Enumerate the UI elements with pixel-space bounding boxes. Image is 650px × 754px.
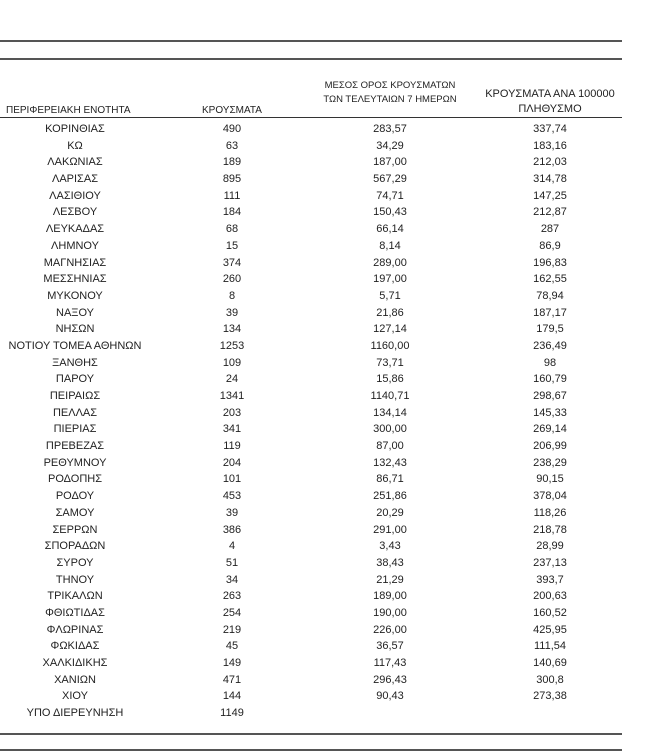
region-cell: ΡΟΔΟΠΗΣ (47, 473, 103, 486)
table-row (0, 488, 626, 505)
per-100k-cell: 314,78 (533, 173, 567, 186)
avg-7day-cell: 3,43 (379, 540, 401, 553)
cases-cell: 109 (222, 356, 242, 369)
region-cell: ΤΗΝΟΥ (55, 573, 95, 586)
avg-7day-cell: 189,00 (373, 590, 407, 603)
region-cell: ΧΑΝΙΩΝ (54, 673, 96, 686)
avg-7day-cell: 127,14 (373, 323, 407, 336)
per-100k-cell: 425,95 (533, 623, 567, 636)
per-100k-cell: 269,14 (533, 423, 567, 436)
table-row (0, 588, 626, 605)
region-cell: ΛΑΡΙΣΑΣ (51, 173, 98, 186)
region-cell: ΣΥΡΟΥ (56, 556, 94, 569)
avg-7day-cell: 291,00 (373, 523, 407, 536)
region-cell: ΛΑΣΙΘΙΟΥ (49, 189, 101, 202)
table-row (0, 238, 626, 255)
cases-cell: 134 (222, 323, 242, 336)
region-cell: ΤΡΙΚΑΛΩΝ (47, 590, 103, 603)
cases-cell: 24 (225, 373, 239, 386)
region-cell: ΣΑΜΟΥ (55, 506, 95, 519)
region-cell: ΦΩΚΙΔΑΣ (50, 640, 100, 653)
table-row (0, 688, 626, 705)
region-cell: ΠΙΕΡΙΑΣ (53, 423, 97, 436)
region-cell: ΡΕΘΥΜΝΟΥ (43, 456, 107, 469)
table-row (0, 321, 626, 338)
region-cell: ΞΑΝΘΗΣ (52, 356, 98, 369)
region-cell: ΠΑΡΟΥ (55, 373, 95, 386)
cases-cell: 34 (225, 573, 239, 586)
table-row (0, 438, 626, 455)
table-row (0, 505, 626, 522)
per-100k-cell: 237,13 (533, 556, 567, 569)
table-row (0, 522, 626, 539)
per-100k-cell: 162,55 (533, 273, 567, 286)
avg-7day-cell: 117,43 (373, 657, 407, 669)
per-100k-cell: 28,99 (536, 540, 564, 553)
region-cell: ΝΗΣΩΝ (55, 323, 95, 336)
per-100k-cell: 98 (543, 356, 557, 369)
table-row (0, 271, 626, 288)
cases-cell: 490 (222, 123, 242, 135)
per-100k-cell: 183,16 (533, 139, 567, 152)
table-row (0, 288, 626, 305)
avg-7day-cell: 283,57 (373, 123, 407, 135)
bottom-rule-1 (0, 733, 622, 735)
region-cell: ΜΑΓΝΗΣΙΑΣ (43, 256, 107, 269)
header-per-line2: ΠΛΗΘΥΣΜΟ (518, 103, 582, 115)
per-100k-cell: 78,94 (536, 289, 564, 302)
table-row (0, 455, 626, 472)
table-row (0, 405, 626, 422)
cases-cell: 39 (225, 506, 239, 519)
region-cell: ΛΗΜΝΟΥ (51, 239, 99, 252)
avg-7day-cell: 36,57 (376, 640, 404, 653)
region-cell: ΜΕΣΣΗΝΙΑΣ (43, 273, 107, 286)
cases-cell: 45 (225, 640, 239, 653)
avg-7day-cell: 38,43 (376, 556, 404, 569)
region-cell: ΠΕΛΛΑΣ (52, 406, 98, 419)
table-row (0, 221, 626, 238)
table-row (0, 538, 626, 555)
cases-cell: 219 (222, 623, 242, 636)
cases-cell: 144 (222, 690, 242, 703)
avg-7day-cell: 86,71 (376, 473, 404, 486)
header-per-line1: ΚΡΟΥΣΜΑΤΑ ΑΝΑ 100000 (485, 88, 615, 100)
per-100k-cell: 273,38 (533, 690, 567, 703)
per-100k-cell: 218,78 (533, 523, 567, 536)
avg-7day-cell: 73,71 (376, 356, 404, 369)
avg-7day-cell: 190,00 (373, 606, 407, 619)
top-rule-2 (0, 58, 622, 60)
per-100k-cell: 86,9 (539, 239, 561, 252)
avg-7day-cell: 15,86 (376, 373, 404, 386)
cases-cell: 374 (222, 256, 242, 269)
table-row (0, 388, 626, 405)
table-row (0, 338, 626, 355)
avg-7day-cell: 34,29 (376, 139, 404, 152)
header-avg-line1: ΜΕΣΟΣ ΟΡΟΣ ΚΡΟΥΣΜΑΤΩΝ (324, 80, 456, 91)
avg-7day-cell: 74,71 (376, 189, 404, 202)
per-100k-cell: 111,54 (533, 640, 566, 653)
avg-7day-cell: 90,43 (376, 690, 404, 703)
per-100k-cell: 196,83 (533, 256, 567, 269)
cases-cell: 471 (222, 673, 242, 686)
region-cell: ΡΟΔΟΥ (55, 490, 95, 503)
avg-7day-cell: 134,14 (373, 406, 407, 419)
per-100k-cell: 300,8 (536, 673, 564, 686)
cases-cell: 386 (222, 523, 242, 536)
per-100k-cell: 118,26 (533, 506, 567, 519)
cases-cell: 895 (222, 173, 242, 186)
header-underline (0, 117, 622, 118)
region-cell: ΣΕΡΡΩΝ (52, 523, 98, 536)
table-row (0, 255, 626, 272)
header-avg (305, 80, 475, 106)
top-rule-1 (0, 40, 622, 42)
table-row (0, 605, 626, 622)
table-row (0, 655, 626, 672)
region-cell: ΜΥΚΟΝΟΥ (47, 289, 103, 302)
avg-7day-cell: 5,71 (379, 289, 401, 302)
avg-7day-cell: 296,43 (373, 673, 407, 686)
avg-7day-cell: 8,14 (379, 239, 401, 252)
avg-7day-cell: 21,29 (376, 573, 404, 586)
cases-cell: 263 (222, 590, 242, 603)
avg-7day-cell: 226,00 (373, 623, 407, 636)
per-100k-cell: 212,03 (533, 156, 567, 169)
cases-cell: 119 (223, 440, 241, 453)
per-100k-cell: 140,69 (533, 657, 567, 669)
table-row (0, 355, 626, 372)
region-cell: ΚΟΡΙΝΘΙΑΣ (45, 123, 105, 135)
cases-cell: 203 (222, 406, 242, 419)
per-100k-cell: 147,25 (533, 189, 567, 202)
cases-cell: 254 (222, 606, 242, 619)
header-region: ΠΕΡΙΦΕΡΕΙΑΚΗ ΕΝΟΤΗΤΑ (6, 105, 131, 116)
avg-7day-cell: 150,43 (373, 206, 407, 219)
per-100k-cell: 236,49 (533, 339, 567, 352)
data-table (0, 121, 626, 722)
per-100k-cell: 160,52 (533, 606, 567, 619)
table-row (0, 622, 626, 639)
region-cell: ΣΠΟΡΑΔΩΝ (44, 540, 106, 553)
region-cell: ΠΕΙΡΑΙΩΣ (49, 390, 101, 402)
per-100k-cell: 187,17 (533, 306, 567, 319)
cases-cell: 1341 (219, 390, 245, 402)
table-row (0, 171, 626, 188)
region-cell: ΧΑΛΚΙΔΙΚΗΣ (42, 657, 108, 669)
avg-7day-cell: 87,00 (376, 440, 404, 453)
cases-cell: 111 (223, 189, 241, 202)
per-100k-cell: 145,33 (533, 406, 567, 419)
table-row (0, 672, 626, 689)
region-cell: ΝΟΤΙΟΥ ΤΟΜΕΑ ΑΘΗΝΩΝ (8, 339, 142, 352)
table-row (0, 204, 626, 221)
avg-7day-cell: 1160,00 (370, 339, 410, 352)
table-row (0, 421, 626, 438)
cases-cell: 8 (228, 289, 236, 302)
region-cell: ΛΕΥΚΑΔΑΣ (45, 223, 105, 236)
table-row (0, 154, 626, 171)
avg-7day-cell: 567,29 (373, 173, 407, 186)
per-100k-cell: 337,74 (533, 123, 567, 135)
table-row (0, 121, 626, 138)
avg-7day-cell: 20,29 (376, 506, 404, 519)
per-100k-cell: 298,67 (533, 390, 567, 402)
header-avg-line2: ΤΩΝ ΤΕΛΕΥΤΑΙΩΝ 7 ΗΜΕΡΩΝ (323, 94, 457, 105)
cases-cell: 51 (225, 556, 239, 569)
region-cell: ΛΕΣΒΟΥ (52, 206, 98, 219)
avg-7day-cell: 300,00 (373, 423, 407, 436)
table-row (0, 371, 626, 388)
header-cases: ΚΡΟΥΣΜΑΤΑ (202, 105, 262, 116)
table-row (0, 555, 626, 572)
table-row (0, 638, 626, 655)
region-cell: ΦΘΙΩΤΙΔΑΣ (45, 606, 105, 619)
cases-cell: 184 (222, 206, 242, 219)
per-100k-cell: 90,15 (536, 473, 564, 486)
cases-cell: 453 (222, 490, 242, 503)
cases-cell: 4 (228, 540, 236, 553)
region-cell: ΧΙΟΥ (62, 690, 88, 703)
cases-cell: 1253 (219, 339, 245, 352)
table-row (0, 305, 626, 322)
cases-cell: 68 (225, 223, 239, 236)
per-100k-cell: 200,63 (533, 590, 567, 603)
avg-7day-cell: 21,86 (376, 306, 404, 319)
cases-cell: 341 (222, 423, 242, 436)
per-100k-cell: 179,5 (536, 323, 564, 336)
cases-cell: 15 (225, 239, 239, 252)
table-row (0, 572, 626, 589)
region-cell: ΦΛΩΡΙΝΑΣ (46, 623, 104, 636)
cases-cell: 260 (222, 273, 242, 286)
region-cell: ΥΠΟ ΔΙΕΡΕΥΝΗΣΗ (26, 707, 124, 720)
avg-7day-cell: 289,00 (373, 256, 407, 269)
cases-cell: 63 (225, 139, 239, 152)
table-row (0, 138, 626, 155)
per-100k-cell: 378,04 (533, 490, 567, 503)
avg-7day-cell: 66,14 (376, 223, 404, 236)
cases-cell: 189 (222, 156, 242, 169)
region-cell: ΚΩ (67, 139, 83, 152)
bottom-rule-2 (0, 749, 622, 751)
per-100k-cell: 287 (540, 223, 560, 236)
region-cell: ΝΑΞΟΥ (56, 306, 94, 319)
avg-7day-cell: 1140,71 (370, 390, 410, 402)
per-100k-cell: 238,29 (533, 456, 567, 469)
cases-cell: 149 (222, 657, 242, 669)
per-100k-cell: 393,7 (536, 573, 564, 586)
table-row (0, 188, 626, 205)
region-cell: ΠΡΕΒΕΖΑΣ (45, 440, 105, 453)
cases-cell: 39 (225, 306, 239, 319)
per-100k-cell: 160,79 (533, 373, 567, 386)
table-row (0, 471, 626, 488)
header-per-capita (465, 88, 635, 116)
table-row (0, 705, 626, 722)
avg-7day-cell: 187,00 (373, 156, 407, 169)
per-100k-cell: 206,99 (533, 440, 567, 453)
avg-7day-cell: 197,00 (373, 273, 407, 286)
cases-cell: 1149 (220, 707, 244, 720)
cases-cell: 101 (222, 473, 242, 486)
avg-7day-cell: 251,86 (373, 490, 407, 503)
cases-cell: 204 (222, 456, 242, 469)
avg-7day-cell: 132,43 (373, 456, 407, 469)
region-cell: ΛΑΚΩΝΙΑΣ (47, 156, 103, 169)
per-100k-cell: 212,87 (533, 206, 567, 219)
